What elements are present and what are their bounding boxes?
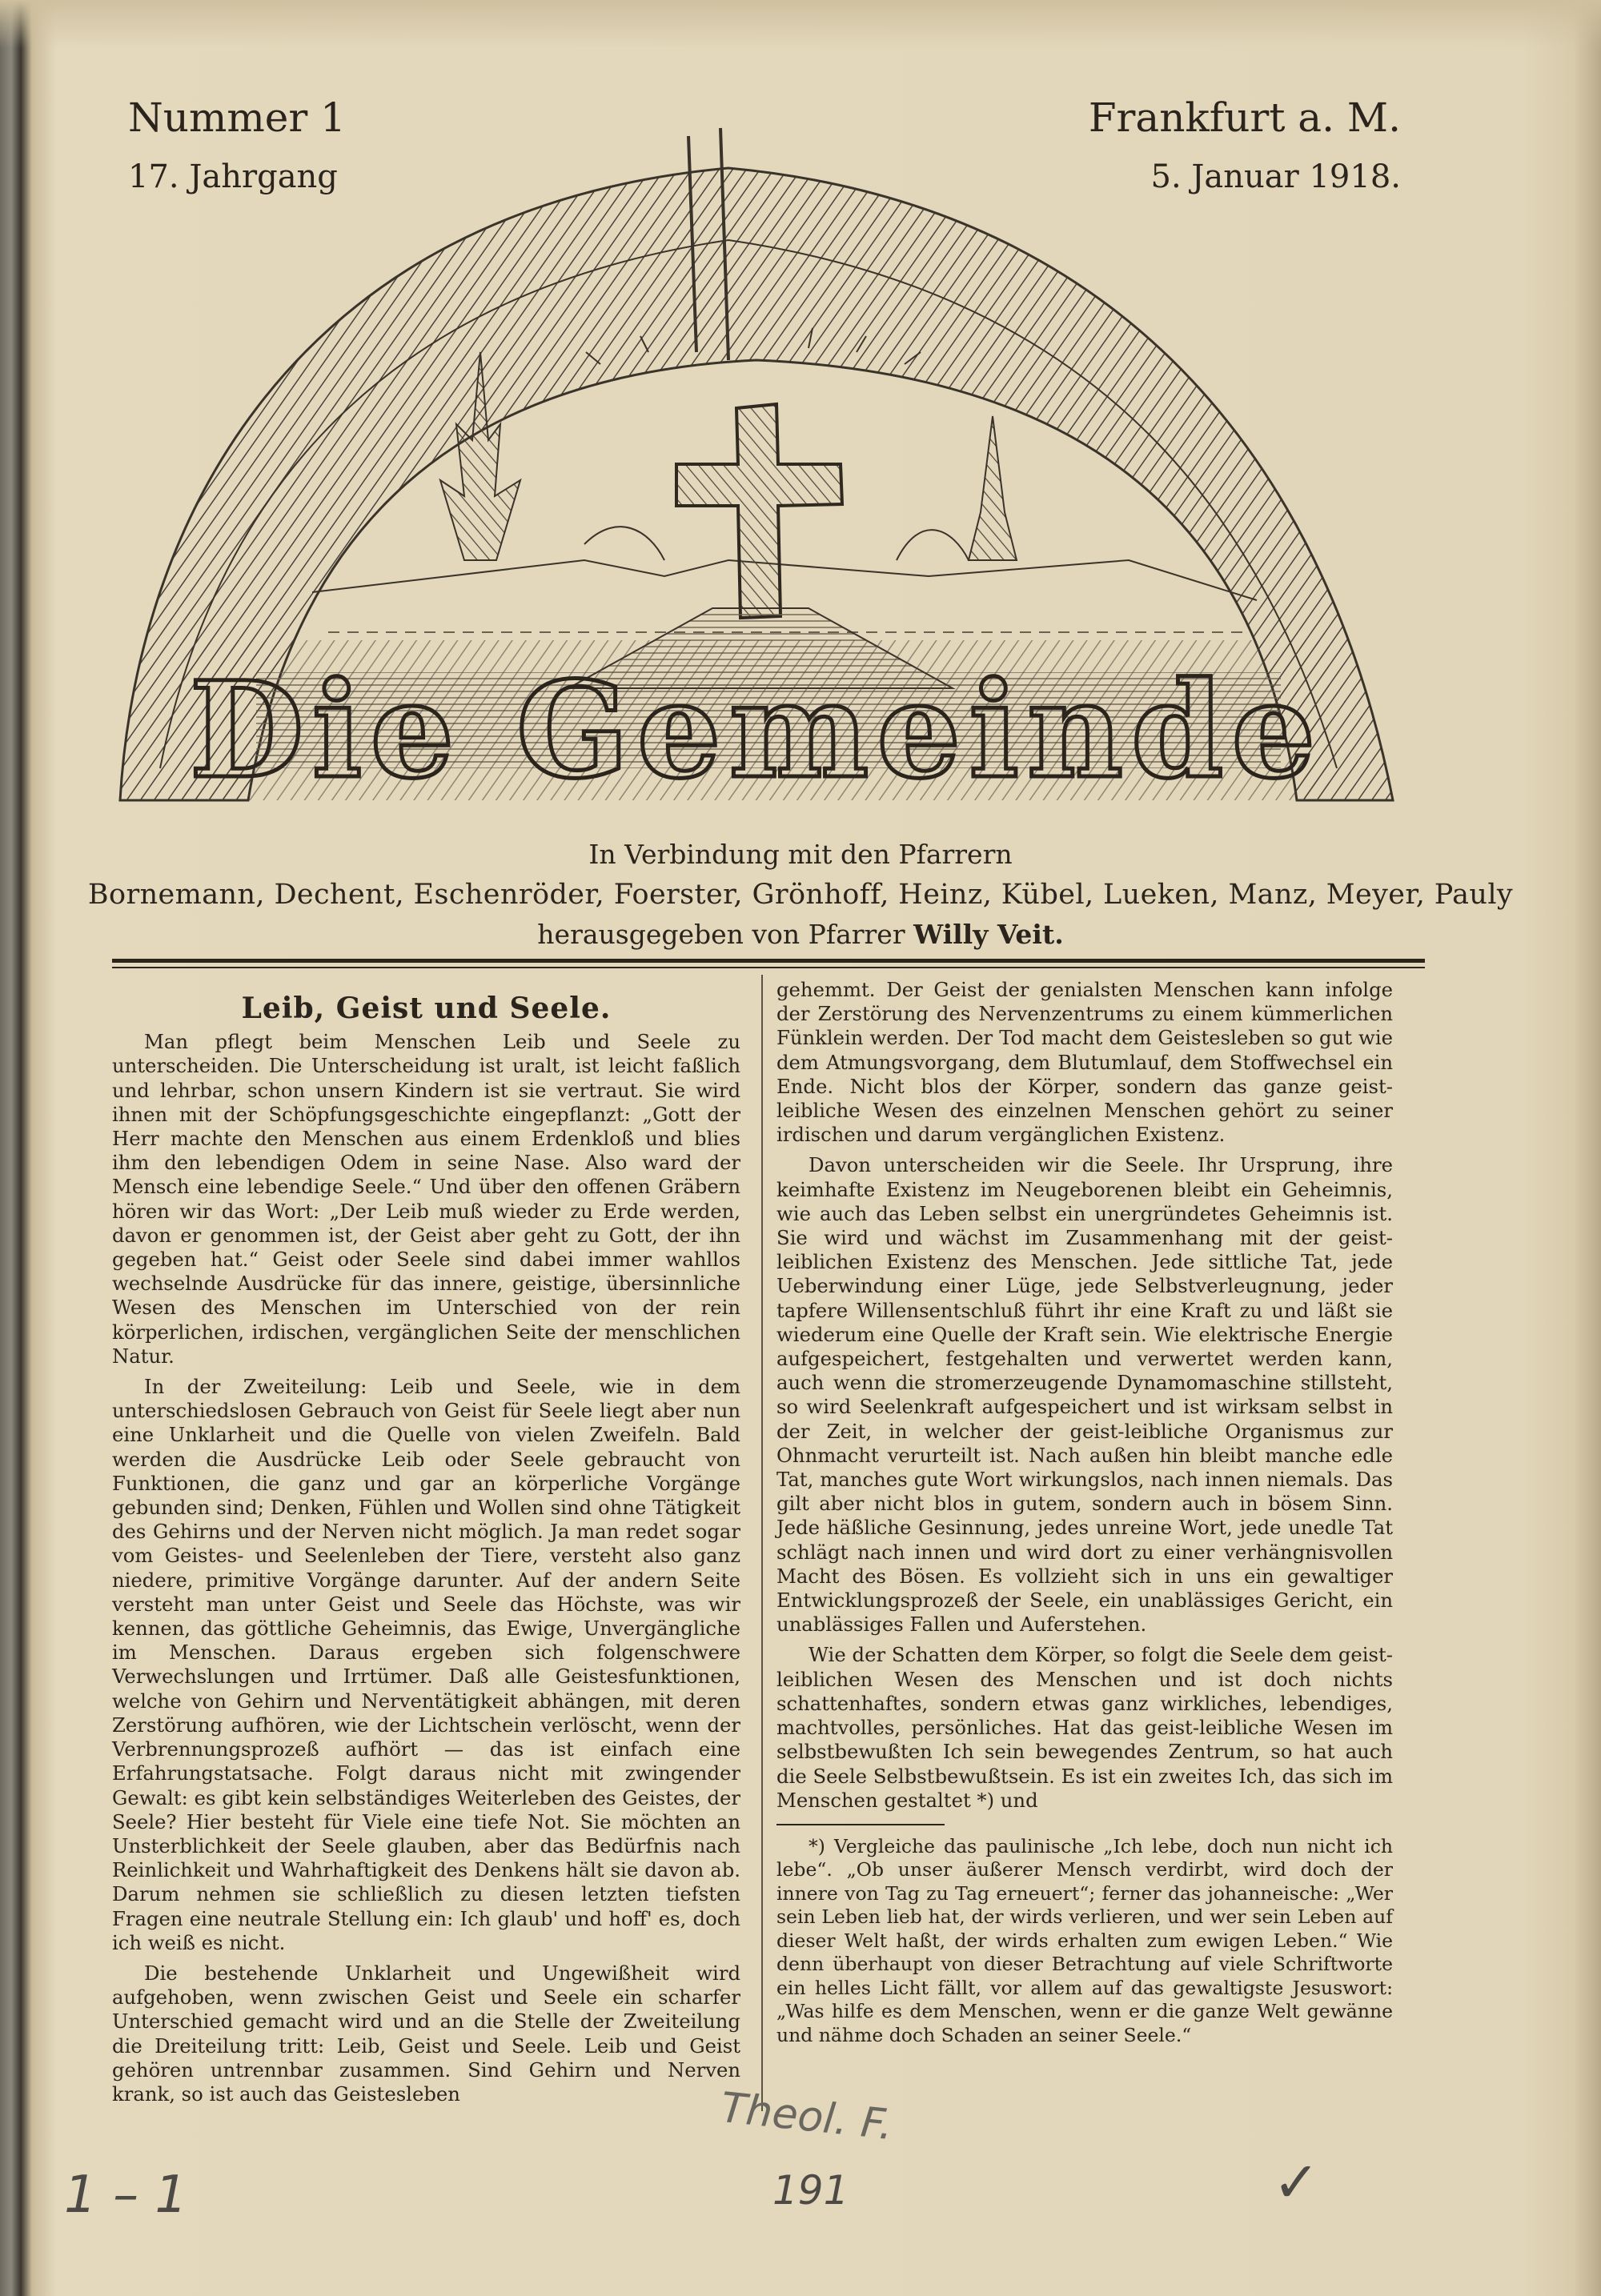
issue-date: 5. Januar 1918. [1150, 158, 1401, 195]
handwritten-number: 191 [772, 2167, 849, 2214]
editor-prefix: herausgegeben von Pfarrer [537, 919, 905, 950]
column-divider [761, 975, 763, 2111]
volume-year: 17. Jahrgang [128, 158, 338, 195]
in-connection-line: In Verbindung mit den Pfarrern [588, 839, 1013, 870]
paragraph: Wie der Schatten dem Körper, so folgt die Seele dem geist-leiblichen Wesen des Menschen und ist doch nichts schattenhaftes, sondern etwas ganz wirkliches, lebendiges, machtvolles, persönliches. Hat das geist-leibliche Wesen im selbstbewußten Ich sein bewegendes Zentrum, so hat auch die Seele Selbstbewußtsein. Es ist ein zweites Ich, das sich im Menschen gestaltet *) und [776, 1643, 1393, 1812]
paragraph: gehemmt. Der Geist der genialsten Menschen kann infolge der Zerstörung des Nervenzentrums zu einem kümmerlichen Fünklein werden. Der Tod macht dem Geistesleben so gut wie dem Atmungsvorgang, dem Blutumlauf, dem Stoffwechsel ein Ende. Nicht blos der Körper, sondern das ganze geist-leibliche Wesen des einzelnen Menschen gehört zu seiner irdischen und darum vergänglichen Existenz. [776, 978, 1393, 1147]
masthead-title: Die Gemeinde [189, 652, 1324, 807]
editor-line [0, 919, 1601, 950]
paragraph: Man pflegt beim Menschen Leib und Seele zu unterscheiden. Die Unterscheidung ist uralt, ist leicht faßlich und lehrbar, schon unsern Kindern ist sie vertraut. Sie wird ihnen mit der Schöpfungsgeschichte eingepflanzt: „Gott der Herr machte den Menschen aus einem Erdenkloß und blies ihm den lebendigen Odem in seine Nase. Also ward der Mensch eine lebendige Seele.“ Und über den offenen Gräbern hören wir das Wort: „Der Leib muß wieder zu Erde werden, davon er genommen ist, der Geist aber geht zu Gott, der ihn gegeben hat.“ Geist oder Seele sind dabei immer wahllos wechselnde Ausdrücke für das innere, geistige, übersinnliche Wesen des Menschen im Unterschied von der rein körperlichen, irdischen, vergänglichen Seite der menschlichen Natur. [112, 1030, 740, 1368]
check-mark-icon: ✓ [1273, 2150, 1320, 2215]
paragraph: Die bestehende Unklarheit und Ungewißheit wird aufgehoben, wenn zwischen Geist und Seele ein scharfer Unterschied gemacht wird und an die Stelle der Zweiteilung die Dreiteilung tritt: Leib, Geist und Seele. Leib und Geist gehören untrennbar zusammen. Sind Gehirn und Nerven krank, so ist auch das Geistesleben [112, 1961, 740, 2106]
header-rule [112, 959, 1425, 963]
paragraph: Davon unterscheiden wir die Seele. Ihr Ursprung, ihre keimhafte Existenz im Neugeborenen bleibt ein Geheimnis, wie auch das Leben selbst ein unergründetes Geheimnis ist. Sie wird und wächst im Zusammenhang mit der geist-leiblichen Existenz des Menschen. Jede sittliche Tat, jede Ueberwindung einer Lüge, jede Selbstverleugnung, jeder tapfere Willensentschluß führt ihr eine Kraft zu und läßt sie wiederum eine Quelle der Kraft sein. Wie elektrische Energie aufgespeichert, festgehalten und verwertet werden kann, auch wenn die stromerzeugende Dynamomaschine stillsteht, so wird Seelenkraft aufgespeichert und ist wirksam selbst in der Zeit, in welcher der geist-leibliche Organismus zur Ohnmacht verurteilt ist. Nach außen hin bleibt manche edle Tat, manches gute Wort wirkungslos, nach innen niemals. Das gilt aber nicht blos in gutem, sondern auch in bösem Sinn. Jede häßliche Gesinnung, jedes unreine Wort, jede unedle Tat schlägt nach innen und wird dort zu einer verhängnisvollen Macht des Bösen. Es vollzieht sich in uns ein gewaltiger Entwicklungsprozeß der Seele, ein unablässiges Gericht, ein unablässiges Fallen und Auferstehen. [776, 1153, 1393, 1637]
editor-name: Willy Veit. [913, 919, 1064, 950]
header-rule-thin [112, 967, 1425, 968]
footnote-rule [776, 1824, 945, 1825]
masthead-illustration [88, 112, 1425, 832]
paragraph: In der Zweiteilung: Leib und Seele, wie in dem unterschiedslosen Gebrauch von Geist für Seele liegt aber nun eine Unklarheit und die Quelle von vielen Zweifeln. Bald werden die Ausdrücke Leib oder Seele gebraucht von Funktionen, die ganz und gar an körperliche Vorgänge gebunden sind; Denken, Fühlen und Wollen sind ohne Tätigkeit des Gehirns und der Nerven nicht möglich. Ja man redet sogar vom Geistes- und Seelenleben der Tiere, versteht also ganz niedere, primitive Vorgänge darunter. Auf der andern Seite versteht man unter Geist und Seele das Höchste, was wir kennen, das göttliche Geheimnis, das Ewige, Unvergängliche im Menschen. Daraus ergeben sich folgenschwere Verwechslungen und Irrtümer. Daß alle Geistesfunktionen, welche von Gehirn und Nerventätigkeit abhängen, mit deren Zerstörung aufhören, wie der Lichtschein verlöscht, wenn der Verbrennungsprozeß aufhört — das ist einfach eine Erfahrungstatsache. Folgt daraus nicht mit zwingender Gewalt: es gibt kein selbständiges Weiterleben des Geistes, der Seele? Hier besteht für Viele eine tiefe Not. Sie möchten an Unsterblichkeit der Seele glauben, aber das Bedürfnis nach Reinlichkeit und Wahrhaftigkeit des Denkens hält sie davon ab. Darum nehmen sie schließlich zu diesen letzten tiefsten Fragen eine neutrale Stellung ein: Ich glaub' und hoff' es, doch ich weiß es nicht. [112, 1375, 740, 1954]
footnote: *) Vergleiche das paulinische „Ich lebe, doch nun nicht ich lebe“. „Ob unser äußerer Mensch verdirbt, wird doch der innere von Tag zu Tag erneuert“; ferner das johanneische: „Wer sein Leben lieb hat, der wirds verlieren, und wer sein Leben auf dieser Welt haßt, der wirds erhalten zum ewigen Leben.“ Wie denn überhaupt von dieser Betrachtung auf viele Schriftworte ein helles Licht fällt, vor allem auf das gewaltigste Jesuswort: „Was hilfe es dem Menschen, wenn er die ganze Welt gewänne und nähme doch Schaden an seiner Seele.“ [776, 1834, 1393, 2046]
place: Frankfurt a. M. [1088, 94, 1401, 141]
right-column [776, 978, 1393, 2054]
handwritten-class-mark: Theol. F. [718, 2083, 896, 2150]
issue-number: Nummer 1 [128, 94, 346, 141]
page-edge [0, 0, 1601, 48]
pastor-list: Bornemann, Dechent, Eschenröder, Foerster, Grönhoff, Heinz, Kübel, Lueken, Manz, Meyer, Pauly [87, 879, 1514, 911]
handwritten-left-mark: 1 – 1 [64, 2166, 188, 2225]
article-title: Leib, Geist und Seele. [241, 992, 612, 1025]
left-column [112, 988, 740, 2113]
